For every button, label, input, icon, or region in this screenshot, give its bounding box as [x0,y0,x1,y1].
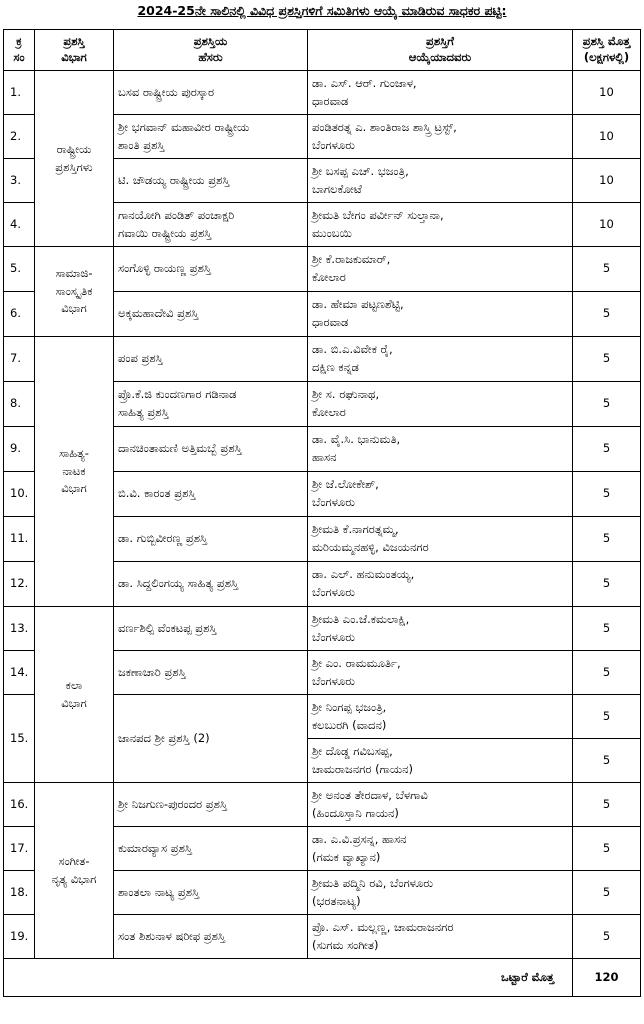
award-amount: 10 [573,71,641,115]
serial-no: 13. [4,607,35,651]
award-name: ವರ್ಣಶಿಲ್ಪಿ ವೆಂಕಟಪ್ಪ ಪ್ರಶಸ್ತಿ [114,607,308,651]
winner: ಡಾ. ವೈ.ಸಿ. ಭಾನುಮತಿ, ಹಾಸನ [308,427,573,472]
award-name: ಪಂಪ ಪ್ರಶಸ್ತಿ [114,337,308,382]
serial-no: 1. [4,71,35,115]
award-name: ಜಕಣಾಚಾರಿ ಪ್ರಶಸ್ತಿ [114,651,308,695]
award-name: ಅಕ್ಕಮಹಾದೇವಿ ಪ್ರಶಸ್ತಿ [114,292,308,337]
winner: ಶ್ರೀ ಸ. ರಘುನಾಥ, ಕೋಲಾರ [308,382,573,427]
award-amount: 5 [573,337,641,382]
table-row [4,783,641,827]
award-name: ಟಿ. ಚೌಡಯ್ಯ ರಾಷ್ಟ್ರೀಯ ಪ್ರಶಸ್ತಿ [114,159,308,203]
winner: ಡಾ. ಬಿ.ಎ.ವಿವೇಕ ರೈ, ದಕ್ಷಿಣ ಕನ್ನಡ [308,337,573,382]
award-amount: 10 [573,159,641,203]
award-amount: 5 [573,292,641,337]
winner: ಡಾ. ಎಲ್. ಹನುಮಂತಯ್ಯ, ಬೆಂಗಳೂರು [308,562,573,607]
serial-no: 15. [4,695,35,783]
award-amount: 5 [573,607,641,651]
winner: ಶ್ರೀ ಅನಂತ ತೇರದಾಳ, ಬೆಳಗಾವಿ (ಹಿಂದೂಸ್ತಾನಿ ಗಾಯನ) [308,783,573,827]
award-name: ಸಂಗೊಳ್ಳಿ ರಾಯಣ್ಣ ಪ್ರಶಸ್ತಿ [114,247,308,292]
serial-no: 10. [4,472,35,517]
serial-no: 8. [4,382,35,427]
serial-no: 9. [4,427,35,472]
table-row [4,607,641,651]
award-amount-second: 5 [573,739,641,783]
serial-no: 3. [4,159,35,203]
award-name: ಕುಮಾರವ್ಯಾಸ ಪ್ರಶಸ್ತಿ [114,827,308,871]
award-name: ದಾನಚಿಂತಾಮಣಿ ಅತ್ತಿಮಬ್ಬೆ ಪ್ರಶಸ್ತಿ [114,427,308,472]
award-amount: 5 [573,827,641,871]
serial-no: 7. [4,337,35,382]
award-amount: 5 [573,783,641,827]
serial-no: 12. [4,562,35,607]
award-name: ಶ್ರೀ ನಿಜಗುಣ-ಪುರಂದರ ಪ್ರಶಸ್ತಿ [114,783,308,827]
award-name: ಗಾನಯೋಗಿ ಪಂಡಿತ್ ಪಂಚಾಕ್ಷರಿ ಗವಾಯಿ ರಾಷ್ಟ್ರೀಯ ಪ್ರಶಸ್ತಿ [114,203,308,247]
serial-no: 5. [4,247,35,292]
winner: ಶ್ರೀ ಕೆ.ರಾಜಕುಮಾರ್, ಕೋಲಾರ [308,247,573,292]
award-name: ಬಸವ ರಾಷ್ಟ್ರೀಯ ಪುರಸ್ಕಾರ [114,71,308,115]
award-amount: 5 [573,695,641,739]
awards-table [3,29,641,997]
serial-no: 11. [4,517,35,562]
department-arts: ಕಲಾ ವಿಭಾಗ [35,607,114,783]
award-amount: 5 [573,871,641,915]
winner: ಶ್ರೀಮತಿ ಪದ್ಮಿನಿ ರವಿ, ಬೆಂಗಳೂರು (ಭರತನಾಟ್ಯ) [308,871,573,915]
table-row [4,247,641,292]
serial-no: 14. [4,651,35,695]
table-row [4,337,641,382]
winner: ಡಾ. ಎಸ್. ಆರ್. ಗುಂಜಾಳ, ಧಾರವಾಡ [308,71,573,115]
winner: ಶ್ರೀ ಎಂ. ರಾಮಮೂರ್ತಿ, ಬೆಂಗಳೂರು [308,651,573,695]
winner: ಡಾ. ಹೇಮಾ ಪಟ್ಟಣಶೆಟ್ಟಿ, ಧಾರವಾಡ [308,292,573,337]
award-amount: 10 [573,115,641,159]
total-row [4,959,641,997]
header-row [4,30,641,71]
header-award-amount: ಪ್ರಶಸ್ತಿ ಮೊತ್ತ (ಲಕ್ಷಗಳಲ್ಲಿ) [573,30,641,71]
award-name: ಶ್ರೀ ಭಗವಾನ್ ಮಹಾವೀರ ರಾಷ್ಟ್ರೀಯ ಶಾಂತಿ ಪ್ರಶಸ್ತಿ [114,115,308,159]
winner: ಪ್ರೊ. ಎಸ್. ಮಲ್ಲಣ್ಣ, ಚಾಮರಾಜನಗರ (ಸುಗಮ ಸಂಗೀತ) [308,915,573,959]
department-socio-cultural: ಸಾಮಾಜಿ- ಸಾಂಸ್ಕೃತಿಕ ವಿಭಾಗ [35,247,114,337]
award-amount: 5 [573,427,641,472]
header-department: ಪ್ರಶಸ್ತಿ ವಿಭಾಗ [35,30,114,71]
award-amount: 5 [573,382,641,427]
header-selected-winner: ಪ್ರಶಸ್ತಿಗೆ ಆಯ್ಕೆಯಾದವರು [308,30,573,71]
table-row [4,71,641,115]
total-value: 120 [573,959,641,997]
winner: ಡಾ. ಎ.ವಿ.ಪ್ರಸನ್ನ, ಹಾಸನ (ಗಮಕ ವ್ಯಾಖ್ಯಾನ) [308,827,573,871]
award-amount: 5 [573,517,641,562]
header-award-name: ಪ್ರಶಸ್ತಿಯ ಹೆಸರು [114,30,308,71]
serial-no: 2. [4,115,35,159]
award-amount: 5 [573,472,641,517]
serial-no: 17. [4,827,35,871]
department-literature-drama: ಸಾಹಿತ್ಯ- ನಾಟಕ ವಿಭಾಗ [35,337,114,607]
award-amount: 10 [573,203,641,247]
winner: ಶ್ರೀಮತಿ ಬೇಗಂ ಪರ್ವೀನ್ ಸುಲ್ತಾನಾ, ಮುಂಬಯಿ [308,203,573,247]
winner: ಶ್ರೀಮತಿ ಕೆ.ನಾಗರತ್ನಮ್ಮ, ಮರಿಯಮ್ಮನಹಳ್ಳಿ, ವಿಜಯನಗರ [308,517,573,562]
award-name: ಶಾಂತಲಾ ನಾಟ್ಯ ಪ್ರಶಸ್ತಿ [114,871,308,915]
award-name: ಸಂತ ಶಿಶುನಾಳ ಷರೀಫ ಪ್ರಶಸ್ತಿ [114,915,308,959]
department-national: ರಾಷ್ಟ್ರೀಯ ಪ್ರಶಸ್ತಿಗಳು [35,71,114,247]
serial-no: 18. [4,871,35,915]
award-name: ಬಿ.ವಿ. ಕಾರಂತ ಪ್ರಶಸ್ತಿ [114,472,308,517]
document-title: 2024-25ನೇ ಸಾಲಿನಲ್ಲಿ ವಿವಿಧ ಪ್ರಶಸ್ತಿಗಳಿಗೆ ಸಮಿತಿಗಳು ಆಯ್ಕೆ ಮಾಡಿರುವ ಸಾಧಕರ ಪಟ್ಟಿ: [137,3,507,18]
header-serial-no: ಕ್ರ ಸಂ [4,30,35,71]
award-amount: 5 [573,562,641,607]
winner-second: ಶ್ರೀ ದೊಡ್ಡ ಗವಿಬಸಪ್ಪ, ಚಾಮರಾಜನಗರ (ಗಾಯನ) [308,739,573,783]
award-amount: 5 [573,651,641,695]
award-name: ಪ್ರೊ.ಕೆ.ಜಿ ಕುಂದಣಗಾರ ಗಡಿನಾಡ ಸಾಹಿತ್ಯ ಪ್ರಶಸ್ತಿ [114,382,308,427]
serial-no: 4. [4,203,35,247]
award-amount: 5 [573,915,641,959]
serial-no: 6. [4,292,35,337]
winner: ಪಂಡಿತರತ್ನ ಎ. ಶಾಂತಿರಾಜ ಶಾಸ್ತ್ರಿ ಟ್ರಸ್ಟ್, ಬೆಂಗಳೂರು [308,115,573,159]
serial-no: 19. [4,915,35,959]
award-amount: 5 [573,247,641,292]
award-name: ಡಾ. ಗುಬ್ಬಿವೀರಣ್ಣ ಪ್ರಶಸ್ತಿ [114,517,308,562]
department-music-dance: ಸಂಗೀತ- ನೃತ್ಯ ವಿಭಾಗ [35,783,114,959]
award-name: ಜಾನಪದ ಶ್ರೀ ಪ್ರಶಸ್ತಿ (2) [114,695,308,783]
winner: ಶ್ರೀ ನಿಂಗಪ್ಪ ಭಜಂತ್ರಿ, ಕಲಬುರಗಿ (ವಾದನ) [308,695,573,739]
award-name: ಡಾ. ಸಿದ್ದಲಿಂಗಯ್ಯ ಸಾಹಿತ್ಯ ಪ್ರಶಸ್ತಿ [114,562,308,607]
total-label: ಒಟ್ಟಾರೆ ಮೊತ್ತ [4,959,573,997]
winner: ಶ್ರೀ ಬಸಪ್ಪ ಎಚ್. ಭಜಂತ್ರಿ, ಬಾಗಲಕೋಟೆ [308,159,573,203]
winner: ಶ್ರೀಮತಿ ಎಂ.ಜೆ.ಕಮಲಾಕ್ಷಿ, ಬೆಂಗಳೂರು [308,607,573,651]
winner: ಶ್ರೀ ಜೆ.ಲೋಕೇಶ್, ಬೆಂಗಳೂರು [308,472,573,517]
serial-no: 16. [4,783,35,827]
